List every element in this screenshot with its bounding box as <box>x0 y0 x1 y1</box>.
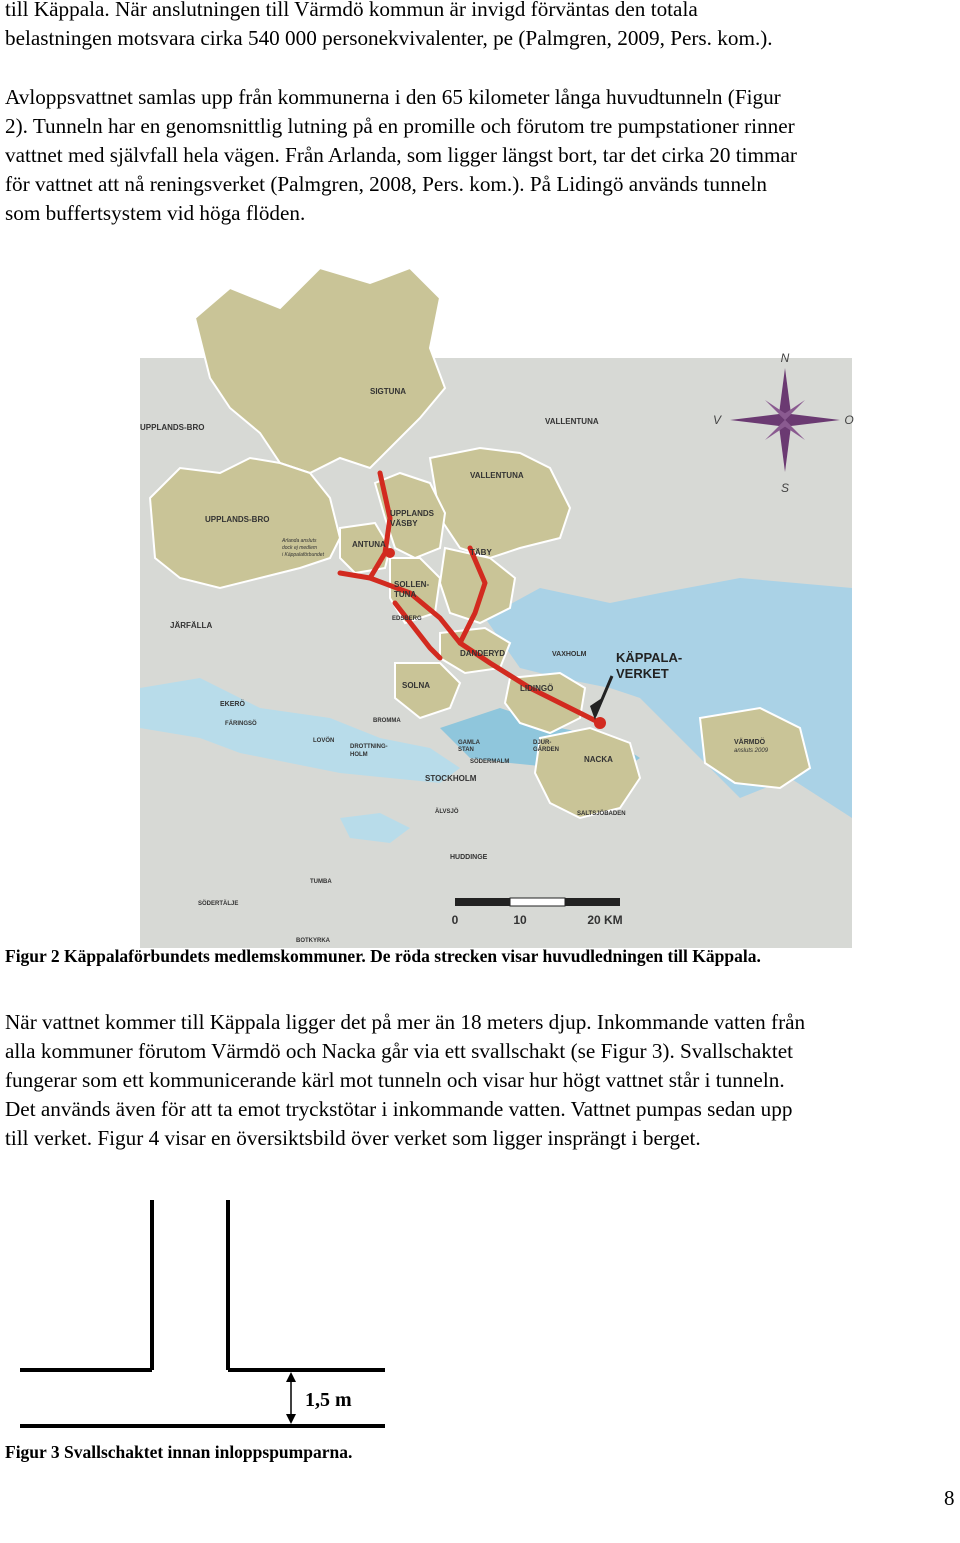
scale-10: 10 <box>513 913 527 927</box>
kappala-plant-marker <box>594 717 606 729</box>
text-line: fungerar som ett kommunicerande kärl mot tunneln och visar hur högt vattnet står i tunneln. <box>5 1068 785 1092</box>
label-danderyd: DANDERYD <box>460 649 506 658</box>
text-line: belastningen motsvara cirka 540 000 personekvivalenter, pe (Palmgren, 2009, Pers. kom.). <box>5 26 773 50</box>
label-taby: TÄBY <box>470 548 492 557</box>
label-varmdo: VÄRMDÖ <box>734 739 766 746</box>
label-arlanda-note-3: i Käppalaförbundet <box>282 552 324 558</box>
label-sigtuna: SIGTUNA <box>370 387 406 396</box>
label-alvsjo: ÄLVSJÖ <box>435 809 459 815</box>
label-gamla: GAMLA <box>458 740 480 746</box>
paragraph-surge-shaft <box>5 1008 960 1153</box>
label-lovon: LOVÖN <box>313 738 335 744</box>
page-number: 8 <box>944 1486 955 1510</box>
label-kappala: KÄPPALA- <box>616 650 683 665</box>
label-jarfalla: JÄRFÄLLA <box>170 621 213 630</box>
label-stockholm: STOCKHOLM <box>425 774 477 783</box>
label-antuna: ANTUNA <box>352 540 386 549</box>
kappala-member-map <box>140 258 852 948</box>
label-sodertalje: SÖDERTÄLJE <box>198 901 239 907</box>
label-ekero: EKERÖ <box>220 701 245 708</box>
compass-o: O <box>844 413 854 427</box>
label-solna: SOLNA <box>402 681 430 690</box>
label-vaxholm: VAXHOLM <box>552 651 587 658</box>
paragraph-intro <box>5 0 960 53</box>
compass-n: N <box>780 351 790 365</box>
dimension-label: 1,5 m <box>305 1389 352 1411</box>
label-lidingo: LIDINGÖ <box>520 684 554 693</box>
label-vasby: VÄSBY <box>390 519 418 528</box>
label-arlanda-note-1: Arlanda ansluts <box>282 538 317 544</box>
text-line: 2). Tunneln har en genomsnittlig lutning på en promille och förutom tre pumpstationer rinner <box>5 114 795 138</box>
label-faringso: FÄRINGSÖ <box>225 721 257 727</box>
label-arlanda-note-2: dock ej medlem <box>282 545 318 551</box>
text-line: vattnet med självfall hela vägen. Från Arlanda, som ligger längst bort, tar det cirka 20 timmar <box>5 143 797 167</box>
pump-station-marker <box>385 548 395 558</box>
text-line: som buffertsystem vid höga flöden. <box>5 201 306 225</box>
label-bromma: BROMMA <box>373 718 401 724</box>
label-tumba: TUMBA <box>310 879 332 885</box>
label-garden: GÅRDEN <box>533 747 560 753</box>
label-nacka: NACKA <box>584 755 613 764</box>
label-vallentuna-north: VALLENTUNA <box>545 417 599 426</box>
label-upplands: UPPLANDS <box>390 509 435 518</box>
label-vallentuna: VALLENTUNA <box>470 471 524 480</box>
compass-v: V <box>712 413 722 427</box>
figure-3-caption: Figur 3 Svallschaktet innan inloppspumparna. <box>5 1442 353 1462</box>
label-holm: HOLM <box>350 752 368 758</box>
scale-20: 20 KM <box>587 913 623 927</box>
text-line: för vattnet att nå reningsverket (Palmgren, 2008, Pers. kom.). På Lidingö används tunneln <box>5 172 767 196</box>
label-sollen: SOLLEN- <box>394 580 430 589</box>
scale-0: 0 <box>451 913 459 927</box>
text-line: till Käppala. När anslutningen till Värmdö kommun är invigd förväntas den totala <box>5 0 698 21</box>
arrow-down-icon <box>286 1414 296 1424</box>
figure-2-caption: Figur 2 Käppalaförbundets medlemskommuner. De röda strecken visar huvudledningen till Käppala. <box>5 946 761 966</box>
arrow-up-icon <box>286 1372 296 1382</box>
label-botkyrka: BOTKYRKA <box>296 938 330 944</box>
text-line: alla kommuner förutom Värmdö och Nacka går via ett svallschakt (se Figur 3). Svallschaktet <box>5 1039 794 1063</box>
paragraph-tunnel <box>5 83 960 228</box>
label-saltsjobaden: SALTSJÖBADEN <box>577 811 626 817</box>
text-line: till verket. Figur 4 visar en översiktsbild över verket som ligger insprängt i berget. <box>5 1126 701 1150</box>
label-drottning: DROTTNING- <box>350 744 388 750</box>
text-line: Avloppsvattnet samlas upp från kommunerna i den 65 kilometer långa huvudtunneln (Figur <box>5 85 781 109</box>
label-tuna: TUNA <box>394 590 417 599</box>
label-sodermalm: SÖDERMALM <box>470 759 510 765</box>
label-edsberg: EDSBERG <box>392 616 422 622</box>
text-line: Det används även för att ta emot tryckstötar i inkommande vatten. Vattnet pumpas sedan upp <box>5 1097 793 1121</box>
label-huddinge: HUDDINGE <box>450 854 488 861</box>
label-verket: VERKET <box>616 666 669 681</box>
label-varmdo-note: ansluts 2009 <box>734 748 769 754</box>
label-djur: DJUR- <box>533 740 552 746</box>
label-upplands-bro-north: UPPLANDS-BRO <box>140 423 205 432</box>
label-stan: STAN <box>458 747 474 753</box>
surge-shaft-diagram <box>0 1190 420 1430</box>
label-upplands-bro: UPPLANDS-BRO <box>205 515 270 524</box>
text-line: När vattnet kommer till Käppala ligger det på mer än 18 meters djup. Inkommande vatten från <box>5 1010 806 1034</box>
compass-s: S <box>780 481 790 495</box>
